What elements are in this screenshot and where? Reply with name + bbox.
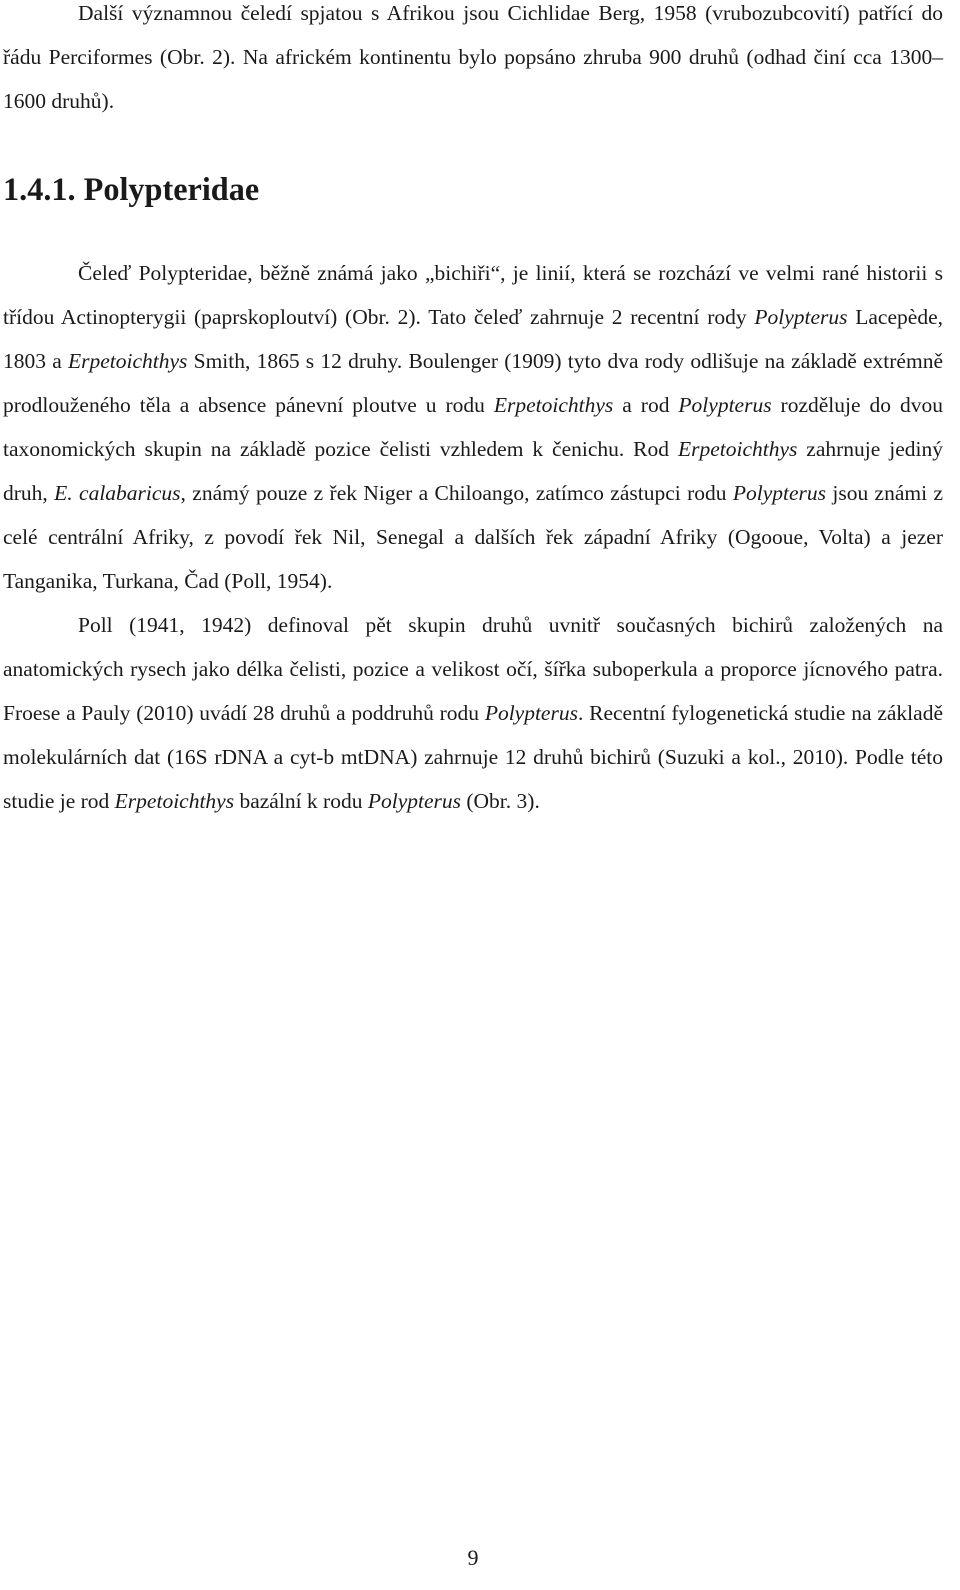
paragraph-text: , známý pouze z řek Niger a Chiloango, zatímco zástupci rodu xyxy=(180,481,733,505)
species-name: E. calabaricus xyxy=(54,481,181,505)
paragraph-poll-groups xyxy=(3,603,943,823)
paragraph-text: Smith, 1865 s 12 druhy. Boulenger (1909) tyto dva rody odlišuje na základě extrémně prodlouženého těla a absence pánevní ploutve u rodu xyxy=(3,349,943,417)
genus-name: Polypterus xyxy=(678,393,772,417)
paragraph-text: . Recentní fylogenetická studie na základě molekulárních dat (16S rDNA a cyt-b mtDNA) zahrnuje 12 druhů bichirů (Suzuki a kol., 2010). Podle této studie je rod xyxy=(3,701,943,813)
page-body xyxy=(3,0,943,823)
genus-name: Erpetoichthys xyxy=(677,437,798,461)
paragraph-text: (Obr. 3). xyxy=(461,789,540,813)
paragraph-text: bazální k rodu xyxy=(234,789,368,813)
paragraph-text: Lacepède, 1803 a xyxy=(3,305,943,373)
genus-name: Polypterus xyxy=(367,789,461,813)
paragraph-text: zahrnuje jediný druh, xyxy=(3,437,943,505)
genus-name: Erpetoichthys xyxy=(114,789,235,813)
page-number: 9 xyxy=(467,1545,479,1570)
genus-name: Erpetoichthys xyxy=(493,393,614,417)
paragraph-cichlidae xyxy=(3,0,943,123)
paragraph-text: rozděluje do dvou taxonomických skupin na základě pozice čelisti vzhledem k čenichu. Rod xyxy=(3,393,943,461)
paragraph-text: Čeleď Polypteridae, běžně známá jako „bichiři“, je linií, která se rozchází ve velmi rané historii s třídou Actinopterygii (paprskoploutví) (Obr. 2). Tato čeleď zahrnuje 2 recentní rody xyxy=(3,261,943,329)
genus-name: Polypterus xyxy=(732,481,826,505)
paragraph-text: a rod xyxy=(613,393,679,417)
section-heading: 1.4.1. Polypteridae xyxy=(3,171,260,207)
genus-name: Polypterus xyxy=(754,305,848,329)
paragraph-text: Poll (1941, 1942) definoval pět skupin druhů uvnitř současných bichirů založených na anatomických rysech jako délka čelisti, pozice a velikost očí, šířka suboperkula a proporce jícnového patra. Froese a Pauly (2010) uvádí 28 druhů a poddruhů rodu xyxy=(3,613,943,725)
genus-name: Erpetoichthys xyxy=(67,349,188,373)
paragraph-polypteridae xyxy=(3,251,943,603)
paragraph-text: Další významnou čeledí spjatou s Afrikou jsou Cichlidae Berg, 1958 (vrubozubcovití) patřící do řádu Perciformes (Obr. 2). Na africkém kontinentu bylo popsáno zhruba 900 druhů (odhad činí cca 1300–1600 druhů). xyxy=(3,1,943,113)
genus-name: Polypterus xyxy=(484,701,578,725)
paragraph-text: jsou známi z celé centrální Afriky, z povodí řek Nil, Senegal a dalších řek západní Afriky (Ogooue, Volta) a jezer Tanganika, Turkana, Čad (Poll, 1954). xyxy=(3,481,943,593)
